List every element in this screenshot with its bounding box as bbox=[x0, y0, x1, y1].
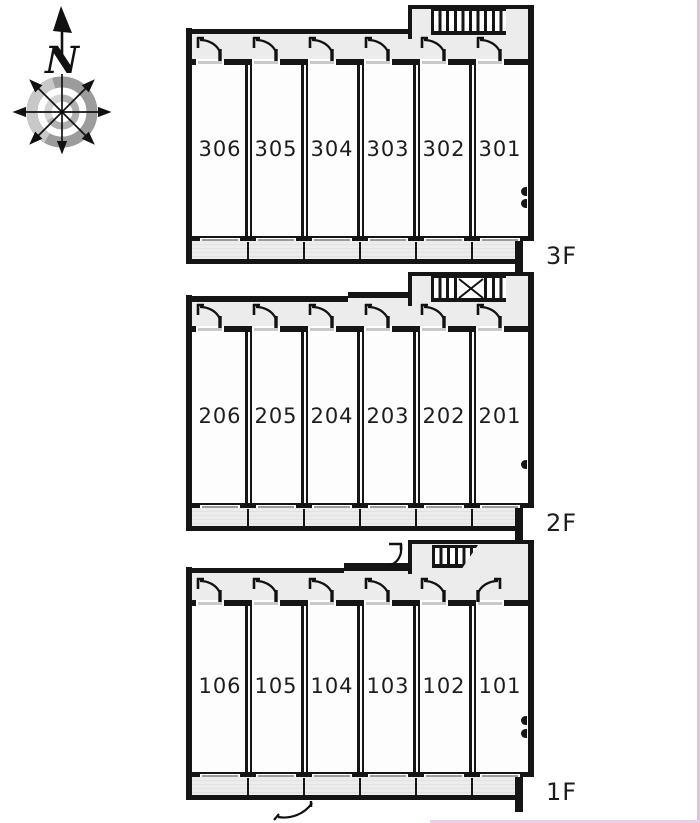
door-threshold bbox=[422, 61, 446, 64]
wall-hinge-mark bbox=[521, 199, 527, 208]
balcony-divider bbox=[471, 778, 473, 795]
window-sill bbox=[482, 239, 518, 241]
corridor-top-wall-2f-1 bbox=[348, 292, 412, 298]
door-swing-icon bbox=[474, 35, 504, 61]
room-number: 101 bbox=[478, 674, 522, 698]
balcony-divider bbox=[303, 242, 305, 259]
window-sill bbox=[202, 239, 238, 241]
room-number: 106 bbox=[198, 674, 242, 698]
door-threshold bbox=[198, 61, 222, 64]
window-sill bbox=[258, 239, 294, 241]
balcony-end-post-3f bbox=[515, 241, 523, 276]
door-swing-icon bbox=[250, 35, 280, 61]
door-threshold bbox=[310, 602, 334, 605]
wall-hinge-mark bbox=[521, 716, 527, 725]
door-swing-icon bbox=[194, 35, 224, 61]
staircase-hatch-icon-3f bbox=[431, 8, 506, 35]
balcony-divider bbox=[247, 242, 249, 259]
balcony-divider bbox=[471, 242, 473, 259]
window-sill bbox=[370, 775, 406, 777]
door-threshold bbox=[366, 328, 390, 331]
door-threshold bbox=[198, 602, 222, 605]
room-number: 103 bbox=[366, 674, 410, 698]
stair-entrance-door-icon bbox=[386, 541, 408, 568]
balcony-divider bbox=[415, 778, 417, 795]
door-swing-icon bbox=[194, 302, 224, 328]
window-sill bbox=[482, 775, 518, 777]
window-sill bbox=[202, 775, 238, 777]
door-swing-icon bbox=[362, 302, 392, 328]
floor-label-1f: 1F bbox=[546, 778, 578, 806]
room-number: 102 bbox=[422, 674, 466, 698]
wall-hinge-mark bbox=[521, 729, 527, 738]
balcony-rail-3f bbox=[186, 259, 521, 264]
floor-label-3f: 3F bbox=[546, 242, 578, 270]
balcony-rail-1f bbox=[186, 795, 521, 800]
balcony-divider bbox=[415, 242, 417, 259]
room-number: 306 bbox=[198, 137, 242, 161]
door-threshold bbox=[254, 328, 278, 331]
balcony-end-post-2f bbox=[515, 508, 523, 543]
window-sill bbox=[426, 775, 462, 777]
door-threshold bbox=[310, 61, 334, 64]
right-wall-2f bbox=[528, 272, 534, 503]
balcony-end-post-1f bbox=[515, 777, 523, 812]
door-swing-icon bbox=[306, 302, 336, 328]
window-sill bbox=[314, 775, 350, 777]
door-swing-icon bbox=[306, 35, 336, 61]
room-number: 302 bbox=[422, 137, 466, 161]
door-threshold bbox=[366, 602, 390, 605]
door-threshold bbox=[254, 61, 278, 64]
balcony-divider bbox=[303, 509, 305, 526]
door-swing-icon bbox=[474, 302, 504, 328]
door-swing-icon bbox=[418, 302, 448, 328]
room-number: 105 bbox=[254, 674, 298, 698]
window-sill bbox=[482, 506, 518, 508]
door-threshold bbox=[478, 61, 502, 64]
window-sill bbox=[426, 239, 462, 241]
room-number: 204 bbox=[310, 404, 354, 428]
room-number: 303 bbox=[366, 137, 410, 161]
window-sill bbox=[314, 506, 350, 508]
gate-swing-icon bbox=[271, 799, 317, 821]
room-number: 301 bbox=[478, 137, 522, 161]
door-threshold bbox=[422, 602, 446, 605]
balcony-divider bbox=[471, 509, 473, 526]
balcony-divider bbox=[247, 778, 249, 795]
door-threshold bbox=[478, 602, 502, 605]
door-swing-icon bbox=[194, 576, 224, 602]
door-swing-icon bbox=[362, 35, 392, 61]
door-threshold bbox=[422, 328, 446, 331]
door-swing-icon bbox=[418, 35, 448, 61]
balcony-divider bbox=[303, 778, 305, 795]
door-threshold bbox=[478, 328, 502, 331]
balcony-divider bbox=[415, 509, 417, 526]
room-number: 201 bbox=[478, 404, 522, 428]
room-number: 203 bbox=[366, 404, 410, 428]
room-number: 202 bbox=[422, 404, 466, 428]
door-swing-icon bbox=[474, 576, 504, 602]
window-sill bbox=[258, 775, 294, 777]
floor-label-2f: 2F bbox=[546, 509, 578, 537]
window-sill bbox=[426, 506, 462, 508]
door-threshold bbox=[366, 61, 390, 64]
door-threshold bbox=[310, 328, 334, 331]
wall-hinge-mark bbox=[521, 187, 527, 196]
room-number: 305 bbox=[254, 137, 298, 161]
right-wall-1f bbox=[528, 540, 534, 772]
window-sill bbox=[258, 506, 294, 508]
door-swing-icon bbox=[250, 576, 280, 602]
window-sill bbox=[370, 239, 406, 241]
wall-hinge-mark bbox=[521, 460, 527, 469]
door-swing-icon bbox=[362, 576, 392, 602]
balcony-rail-2f bbox=[186, 526, 521, 531]
balcony-divider bbox=[359, 778, 361, 795]
compass-rose bbox=[6, 2, 116, 162]
room-number: 304 bbox=[310, 137, 354, 161]
balcony-divider bbox=[247, 509, 249, 526]
corridor-top-wall-3f-0 bbox=[186, 29, 412, 34]
window-sill bbox=[202, 506, 238, 508]
room-number: 205 bbox=[254, 404, 298, 428]
door-swing-icon bbox=[250, 302, 280, 328]
window-sill bbox=[314, 239, 350, 241]
door-swing-icon bbox=[306, 576, 336, 602]
window-sill bbox=[370, 506, 406, 508]
door-swing-icon bbox=[418, 576, 448, 602]
compass-north-label: N bbox=[45, 38, 79, 82]
room-number: 104 bbox=[310, 674, 354, 698]
room-number: 206 bbox=[198, 404, 242, 428]
balcony-divider bbox=[359, 242, 361, 259]
right-wall-3f bbox=[528, 5, 534, 236]
door-threshold bbox=[254, 602, 278, 605]
corridor-top-wall-1f-0 bbox=[186, 568, 344, 573]
door-threshold bbox=[198, 328, 222, 331]
balcony-divider bbox=[359, 509, 361, 526]
north-arrow-icon bbox=[53, 6, 72, 33]
stair-landing-cross-icon bbox=[458, 278, 484, 298]
